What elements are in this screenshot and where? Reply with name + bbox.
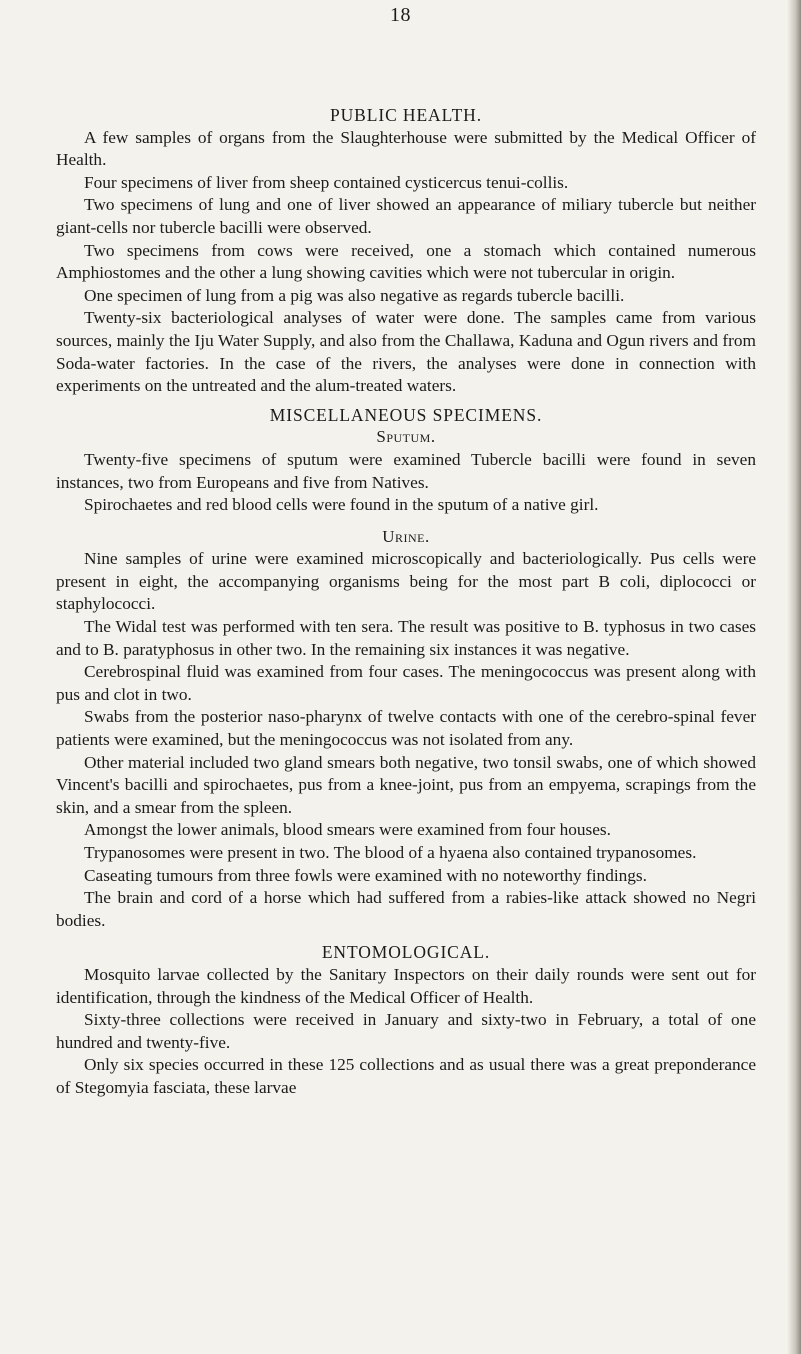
section-heading-public-health: PUBLIC HEALTH. — [330, 105, 482, 125]
paragraph: Nine samples of urine were examined microscopically and bacteriologically. Pus cells were present in eight, the accompanying organisms being for the most part B coli, diplococci or staphylococci. — [56, 549, 756, 614]
paragraph: Twenty-five specimens of sputum were examined Tubercle bacilli were found in seven instances, two from Europeans and five from Natives. — [56, 449, 756, 492]
page-body — [56, 104, 756, 1100]
page-edge-shadow — [787, 0, 801, 1354]
paragraph: The Widal test was performed with ten sera. The result was positive to B. typhosus in two cases and to B. paratyphosus in other two. In the remaining six instances it was negative. — [56, 617, 756, 659]
paragraph: Trypanosomes were present in two. The blood of a hyaena also contained trypanosomes. — [84, 843, 697, 862]
paragraph: Amongst the lower animals, blood smears were examined from four houses. — [84, 820, 611, 840]
paragraph: Twenty-six bacteriological analyses of water were done. The samples came from various sources, mainly the Iju Water Supply, and also from the Challawa, Kaduna and Ogun rivers and from Soda-water factories. In the case of the rivers, the analyses were done in connection with experiments on the untreated and the alum-treated waters. — [56, 308, 756, 396]
paragraph: Cerebrospinal fluid was examined from four cases. The meningococcus was present along with pus and clot in two. — [56, 662, 756, 704]
paragraph: Only six species occurred in these 125 collections and as usual there was a great preponderance of Stegomyia fasciata, these larvae — [56, 1055, 756, 1097]
paragraph: Spirochaetes and red blood cells were found in the sputum of a native girl. — [84, 495, 599, 515]
paragraph: Other material included two gland smears both negative, two tonsil swabs, one of which showed Vincent's bacilli and spirochaetes, pus from a knee-joint, pus from an empyema, scrapings from the skin, and a smear from the spleen. — [56, 752, 756, 817]
paragraph: Swabs from the posterior naso-pharynx of twelve contacts with one of the cerebro-spinal fever patients were examined, but the meningococcus was not isolated from any. — [56, 707, 756, 750]
subheading-urine: Urine. — [382, 526, 430, 546]
paragraph: The brain and cord of a horse which had suffered from a rabies-like attack showed no Negri bodies. — [56, 888, 756, 930]
paragraph: One specimen of lung from a pig was also negative as regards tubercle bacilli. — [84, 285, 625, 305]
paragraph: Four specimens of liver from sheep contained cysticercus tenui-collis. — [84, 172, 569, 192]
section-heading-entomological: ENTOMOLOGICAL. — [321, 942, 491, 963]
paragraph: Caseating tumours from three fowls were examined with no noteworthy findings. — [84, 865, 647, 885]
paragraph: Two specimens of lung and one of liver showed an appearance of miliary tubercle but neither giant-cells nor tubercle bacilli were observed. — [56, 195, 756, 237]
paragraph: A few samples of organs from the Slaughterhouse were submitted by the Medical Officer of Health. — [56, 127, 756, 170]
section-heading-miscellaneous: MISCELLANEOUS SPECIMENS. — [269, 404, 543, 425]
subheading-sputum: Sputum. — [376, 427, 436, 447]
paragraph: Mosquito larvae collected by the Sanitary Inspectors on their daily rounds were sent out for identification, through the kindness of the Medical Officer of Health. — [56, 964, 756, 1007]
paragraph: Sixty-three collections were received in January and sixty-two in February, a total of one hundred and twenty-five. — [56, 1010, 756, 1052]
page-number: 18 — [390, 4, 411, 26]
paragraph: Two specimens from cows were received, one a stomach which contained numerous Amphiostomes and the other a lung showing cavities which were not tubercular in origin. — [56, 240, 756, 283]
